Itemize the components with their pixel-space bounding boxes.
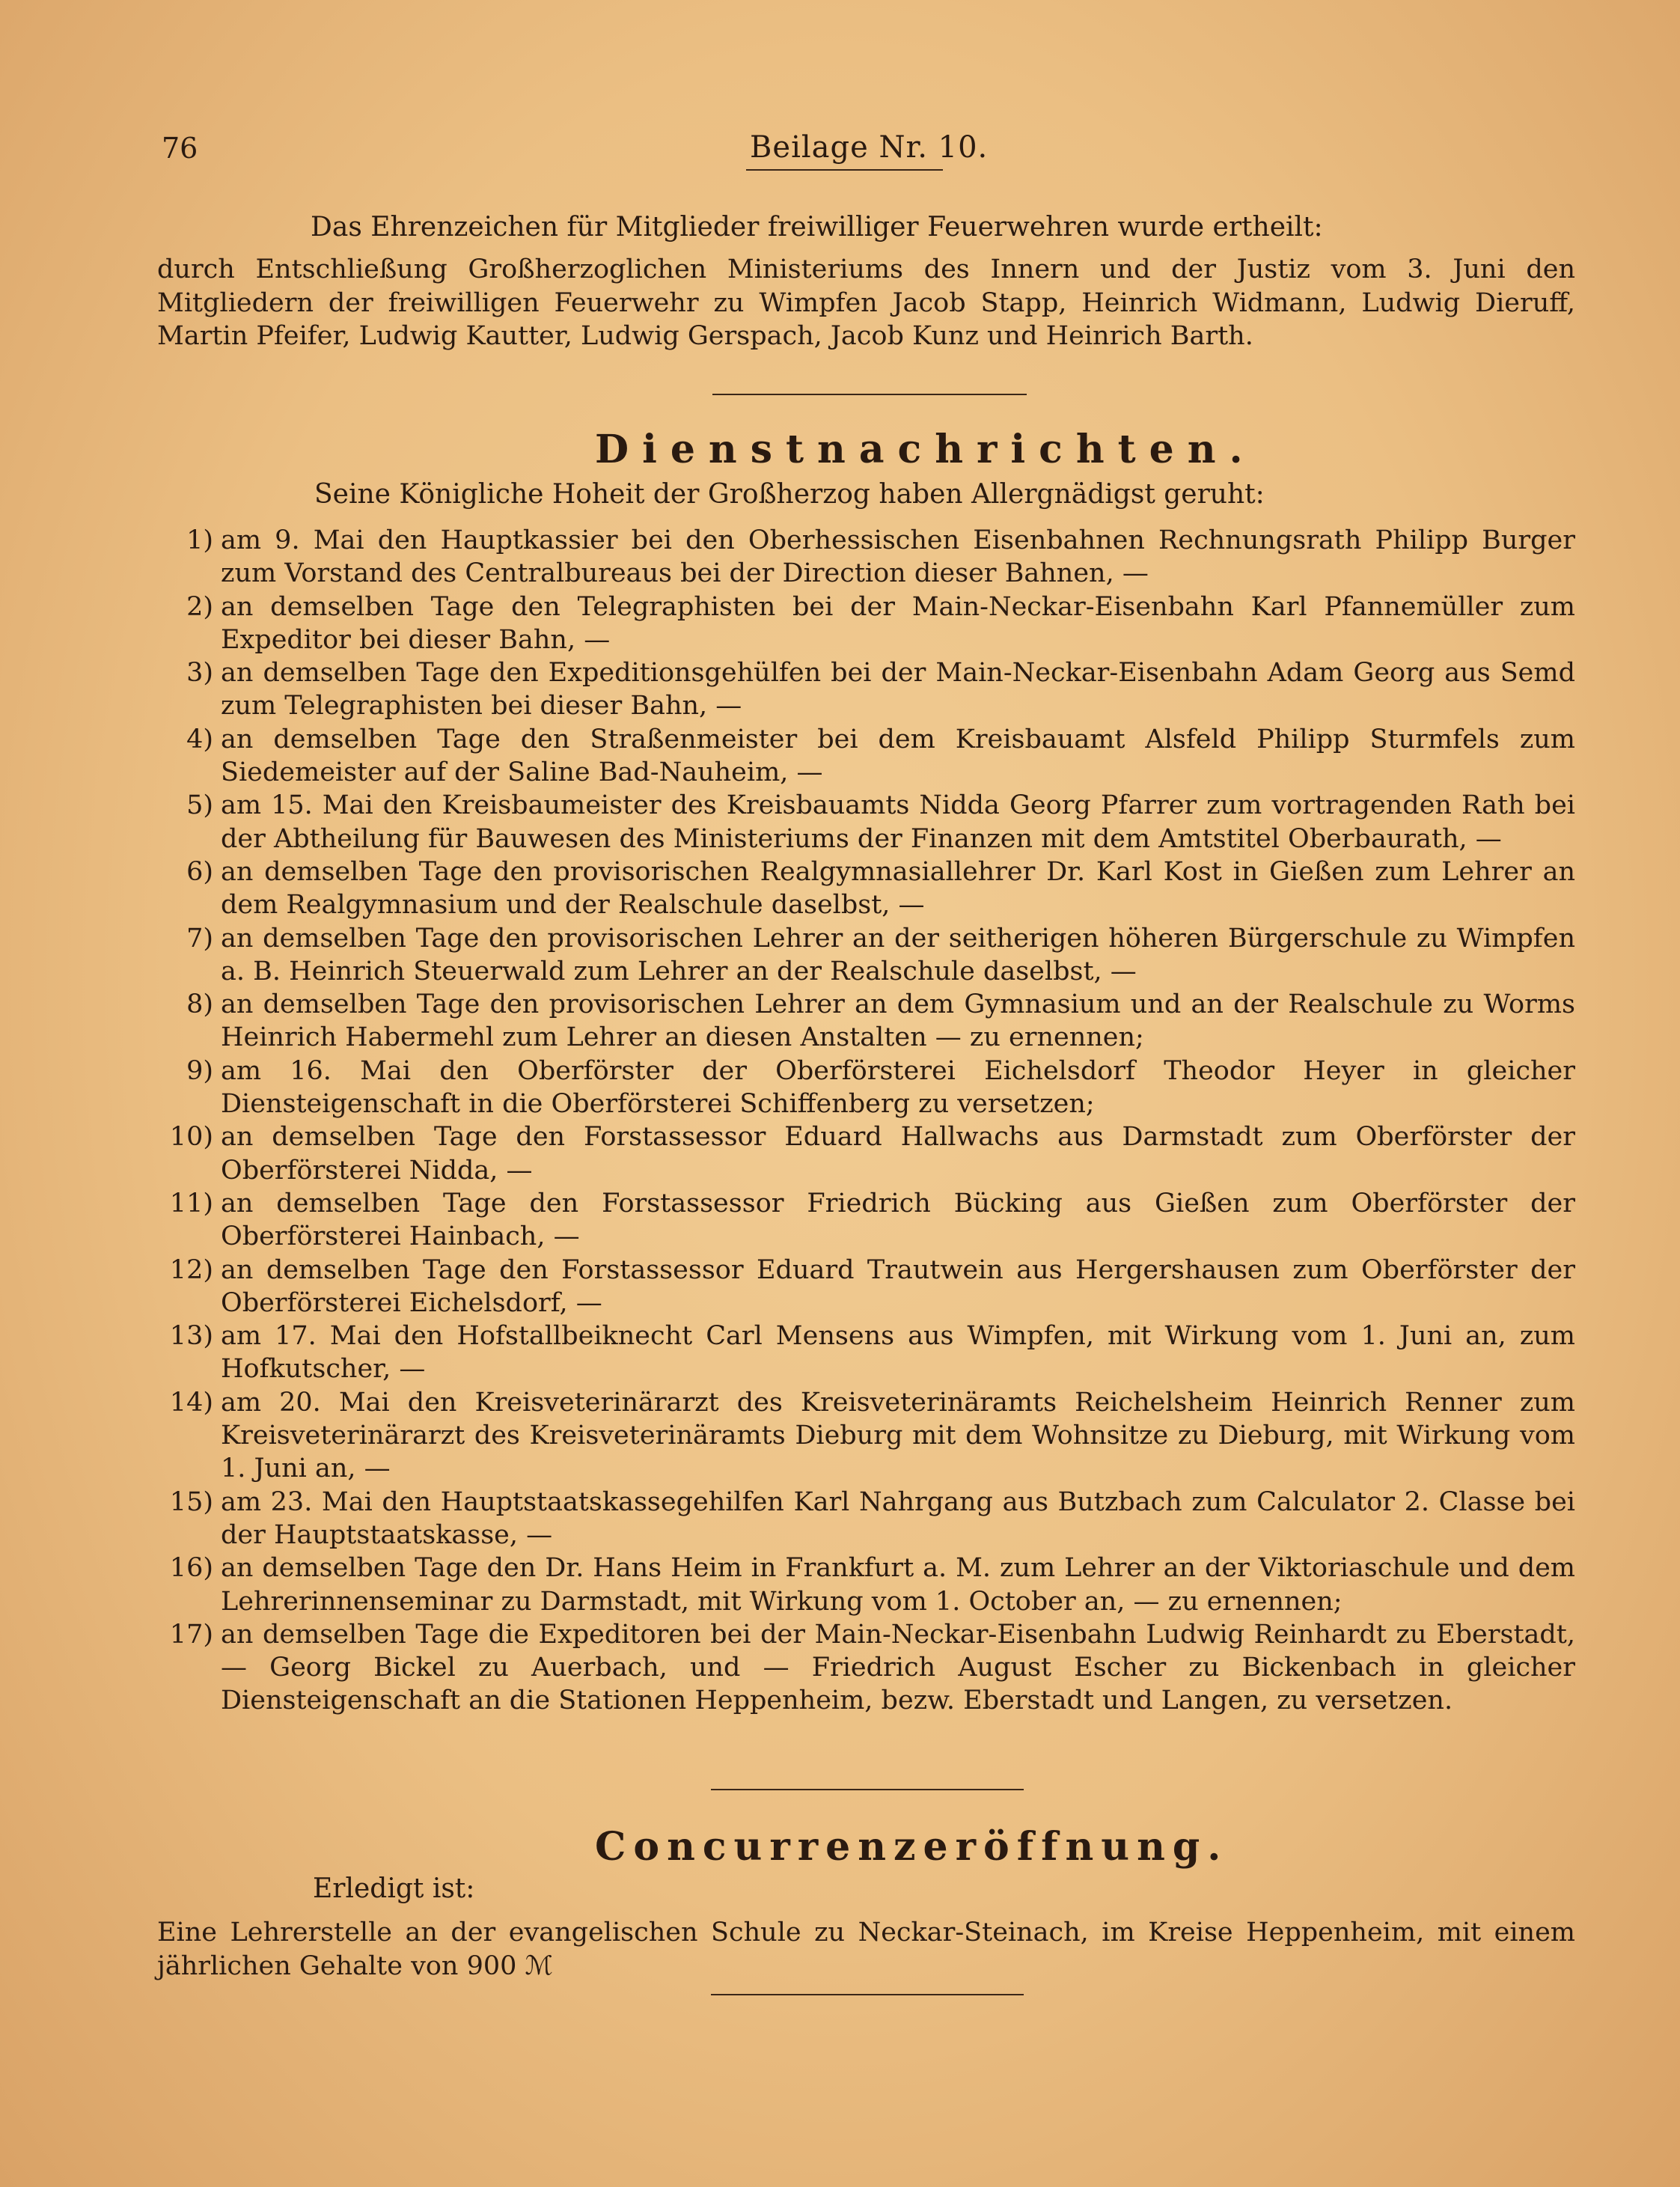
- item-number: 3): [186, 658, 213, 689]
- item-text: am 23. Mai den Hauptstaatskassegehilfen Karl Nahrgang aus Butzbach zum Calculator 2. Classe bei der Hauptstaatskasse, —: [221, 1486, 1575, 1550]
- divider-rule: [711, 1994, 1024, 1995]
- item-number: 16): [169, 1553, 213, 1584]
- competition-text: Eine Lehrerstelle an der evangelischen Schule zu Neckar-Steinach, im Kreise Heppenheim, mit einem jährlichen Gehalte von 900 ℳ: [157, 1918, 1575, 1981]
- item-text: am 15. Mai den Kreisbaumeister des Kreisbauamts Nidda Georg Pfarrer zum vortragenden Rath bei der Abtheilung für Bauwesen des Ministeriums der Finanzen mit dem Amtstitel Oberbaurath, —: [221, 790, 1575, 854]
- service-news-list: [157, 524, 1575, 1718]
- item-text: an demselben Tage den Forstassessor Friedrich Bücking aus Gießen zum Oberförster der Oberförsterei Hainbach, —: [221, 1188, 1575, 1252]
- item-number: 14): [169, 1387, 213, 1418]
- item-text: an demselben Tage den Straßenmeister bei dem Kreisbauamt Alsfeld Philipp Sturmfels zum Siedemeister auf der Saline Bad-Nauheim, —: [221, 724, 1575, 788]
- item-text: an demselben Tage den Telegraphisten bei der Main-Neckar-Eisenbahn Karl Pfannemüller zum Expeditor bei dieser Bahn, —: [221, 591, 1575, 655]
- item-text: an demselben Tage den Dr. Hans Heim in Frankfurt a. M. zum Lehrer an der Viktoriaschule und dem Lehrerinnenseminar zu Darmstadt, mit Wirkung vom 1. October an, — zu ernennen;: [221, 1553, 1575, 1617]
- page-header: [150, 126, 1575, 171]
- item-text: am 9. Mai den Hauptkassier bei den Oberhessischen Eisenbahnen Rechnungsrath Philipp Burger zum Vorstand des Centralbureaus bei der Direction dieser Bahnen, —: [221, 525, 1575, 589]
- item-text: an demselben Tage den provisorischen Lehrer an der seitherigen höheren Bürgerschule zu Wimpfen a. B. Heinrich Steuerwald zum Lehrer an der Realschule daselbst, —: [221, 923, 1575, 986]
- item-text: am 17. Mai den Hofstallbeiknecht Carl Mensens aus Wimpfen, mit Wirkung vom 1. Juni an, zum Hofkutscher, —: [221, 1321, 1575, 1385]
- item-number: 10): [169, 1122, 213, 1153]
- competition-subheading: Erledigt ist:: [313, 1873, 475, 1904]
- item-text: an demselben Tage den Forstassessor Eduard Trautwein aus Hergershausen zum Oberförster der Oberförsterei Eichelsdorf, —: [221, 1254, 1575, 1318]
- list-item: [157, 723, 1575, 790]
- item-text: am 16. Mai den Oberförster der Oberförsterei Eichelsdorf Theodor Heyer in gleicher Diensteigenschaft in die Oberförsterei Schiffenberg zu versetzen;: [221, 1055, 1575, 1120]
- divider-rule: [711, 1789, 1024, 1790]
- list-item: [157, 656, 1575, 723]
- item-number: 9): [186, 1055, 213, 1086]
- list-item: [157, 922, 1575, 989]
- divider-rule: [712, 394, 1027, 395]
- list-item: [157, 591, 1575, 657]
- item-number: 8): [186, 989, 213, 1020]
- fire-honor-body: durch Entschließung Großherzoglichen Ministeriums des Innern und der Justiz vom 3. Juni den Mitgliedern der freiwilligen Feuerwehr zu Wimpfen Jacob Stapp, Heinrich Widmann, Ludwig Dieruff, Martin Pfeifer, Ludwig Kautter, Ludwig Gerspach, Jacob Kunz und Heinrich Barth.: [157, 254, 1575, 351]
- service-news-title: Dienstnachrichten.: [595, 427, 1256, 472]
- item-number: 11): [169, 1188, 213, 1218]
- item-text: an demselben Tage den provisorischen Lehrer an dem Gymnasium und an der Realschule zu Worms Heinrich Habermehl zum Lehrer an diesen Anstalten — zu ernennen;: [221, 989, 1575, 1053]
- item-text: an demselben Tage den provisorischen Realgymnasiallehrer Dr. Karl Kost in Gießen zum Lehrer an dem Realgymnasium und der Realschule daselbst, —: [221, 856, 1575, 921]
- service-news-intro: Seine Königliche Hoheit der Großherzog haben Allergnädigst geruht:: [314, 479, 1265, 510]
- list-item: [157, 1187, 1575, 1254]
- list-item: [157, 1386, 1575, 1486]
- list-item: [157, 524, 1575, 591]
- item-number: 13): [169, 1321, 213, 1352]
- page-number: 76: [162, 132, 198, 165]
- list-item: [157, 1055, 1575, 1121]
- item-number: 6): [186, 856, 213, 887]
- fire-honor-heading: Das Ehrenzeichen für Mitglieder freiwilliger Feuerwehren wurde ertheilt:: [311, 212, 1323, 243]
- item-number: 5): [186, 790, 213, 821]
- list-item: [157, 1254, 1575, 1320]
- item-text: an demselben Tage den Forstassessor Eduard Hallwachs aus Darmstadt zum Oberförster der Oberförsterei Nidda, —: [221, 1122, 1575, 1186]
- item-number: 15): [169, 1486, 213, 1517]
- item-number: 12): [169, 1254, 213, 1285]
- header-rule: [746, 169, 943, 171]
- list-item: [157, 855, 1575, 922]
- item-text: an demselben Tage die Expeditoren bei der Main-Neckar-Eisenbahn Ludwig Reinhardt zu Eberstadt, — Georg Bickel zu Auerbach, und — Friedrich August Escher zu Bickenbach in gleicher Diensteigenschaft an die Stationen Heppenheim, bezw. Eberstadt und Langen, zu versetzen.: [221, 1619, 1575, 1716]
- item-text: am 20. Mai den Kreisveterinärarzt des Kreisveterinäramts Reichelsheim Heinrich Renner zum Kreisveterinärarzt des Kreisveterinäramts Dieburg mit dem Wohnsitze zu Dieburg, mit Wirkung vom 1. Juni an, —: [221, 1387, 1575, 1484]
- list-item: [157, 1486, 1575, 1552]
- item-number: 1): [186, 525, 213, 555]
- item-text: an demselben Tage den Expeditionsgehülfen bei der Main-Neckar-Eisenbahn Adam Georg aus Semd zum Telegraphisten bei dieser Bahn, —: [221, 658, 1575, 722]
- running-title: Beilage Nr. 10.: [750, 130, 989, 165]
- item-number: 17): [169, 1619, 213, 1650]
- list-item: [157, 1320, 1575, 1386]
- list-item: [157, 789, 1575, 855]
- competition-title: Concurrenzeröffnung.: [595, 1824, 1229, 1870]
- item-number: 7): [186, 923, 213, 954]
- list-item: [157, 1618, 1575, 1718]
- item-number: 4): [186, 724, 213, 754]
- list-item: [157, 1120, 1575, 1187]
- list-item: [157, 1552, 1575, 1618]
- item-number: 2): [186, 591, 213, 622]
- list-item: [157, 988, 1575, 1055]
